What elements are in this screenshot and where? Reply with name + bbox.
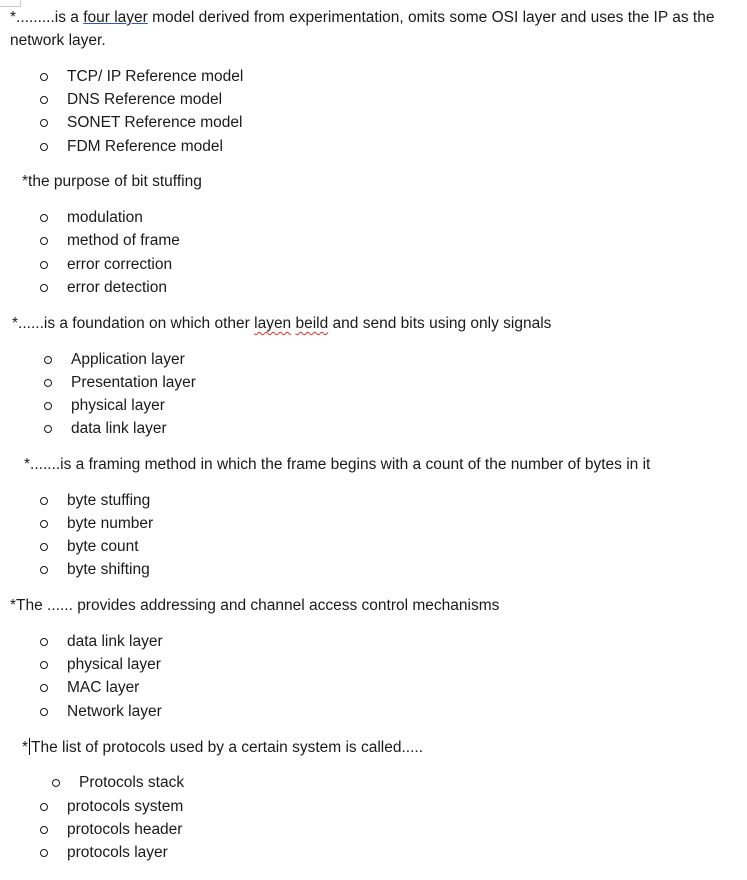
option-label: protocols system: [67, 798, 184, 815]
option-label: modulation: [67, 209, 143, 226]
bullet-circle-icon: [44, 379, 52, 387]
question-1-underlined-term: four layer: [83, 9, 148, 26]
option-label: MAC layer: [67, 679, 140, 696]
bullet-circle-icon: [40, 708, 48, 716]
question-1[interactable]: [10, 6, 745, 52]
option-label: protocols layer: [67, 844, 168, 861]
option-label: byte stuffing: [67, 492, 151, 509]
option-label: byte count: [67, 538, 139, 555]
bullet-circle-icon: [40, 638, 48, 646]
bullet-circle-icon: [40, 543, 48, 551]
option-label: byte shifting: [67, 561, 150, 578]
spelling-error-word: beild: [295, 315, 329, 332]
text-cursor: [29, 738, 30, 755]
bullet-circle-icon: [40, 214, 48, 222]
bullet-circle-icon: [40, 261, 48, 269]
option-label: data link layer: [71, 420, 167, 437]
option-label: DNS Reference model: [67, 91, 223, 108]
option-label: data link layer: [67, 633, 163, 650]
bullet-circle-icon: [40, 143, 48, 151]
spelling-error-word: layen: [254, 315, 292, 332]
question-3-lead: *......is a foundation on which other: [12, 315, 255, 332]
option-label: physical layer: [67, 656, 161, 673]
bullet-circle-icon: [40, 96, 48, 104]
question-1-lead: *.........is a: [10, 9, 84, 26]
option-label: Protocols stack: [79, 774, 185, 791]
option-label: FDM Reference model: [67, 138, 223, 155]
question-3[interactable]: [12, 312, 551, 335]
question-1-rest: model derived from experimentation, omits some OSI layer and uses the IP as the network layer.: [10, 9, 715, 49]
option-label: Application layer: [71, 351, 185, 368]
bullet-circle-icon: [40, 119, 48, 127]
option-label: error detection: [67, 279, 167, 296]
bullet-circle-icon: [44, 402, 52, 410]
bullet-circle-icon: [40, 520, 48, 528]
question-6-rest: The list of protocols used by a certain system is called.....: [31, 739, 424, 756]
bullet-circle-icon: [52, 779, 60, 787]
bullet-circle-icon: [40, 826, 48, 834]
bullet-circle-icon: [40, 803, 48, 811]
question-4[interactable]: *.......is a framing method in which the frame begins with a count of the number of bytes in it: [24, 456, 651, 473]
option-label: error correction: [67, 256, 173, 273]
question-2[interactable]: *the purpose of bit stuffing: [22, 173, 202, 190]
question-3-rest: and send bits using only signals: [328, 315, 552, 332]
bullet-circle-icon: [40, 661, 48, 669]
option-label: Presentation layer: [71, 374, 196, 391]
bullet-circle-icon: [40, 237, 48, 245]
option-label: method of frame: [67, 232, 180, 249]
bullet-circle-icon: [44, 425, 52, 433]
option-label: byte number: [67, 515, 154, 532]
option-label: SONET Reference model: [67, 114, 243, 131]
option-label: TCP/ IP Reference model: [67, 68, 244, 85]
bullet-circle-icon: [40, 849, 48, 857]
bullet-circle-icon: [40, 684, 48, 692]
bullet-circle-icon: [44, 356, 52, 364]
question-6[interactable]: [22, 736, 423, 759]
bullet-circle-icon: [40, 566, 48, 574]
question-6-lead: *: [22, 739, 29, 756]
question-5[interactable]: *The ...... provides addressing and channel access control mechanisms: [10, 597, 500, 614]
bullet-circle-icon: [40, 284, 48, 292]
bullet-circle-icon: [40, 73, 48, 81]
option-label: protocols header: [67, 821, 183, 838]
option-label: Network layer: [67, 703, 162, 720]
bullet-circle-icon: [40, 497, 48, 505]
option-label: physical layer: [71, 397, 165, 414]
